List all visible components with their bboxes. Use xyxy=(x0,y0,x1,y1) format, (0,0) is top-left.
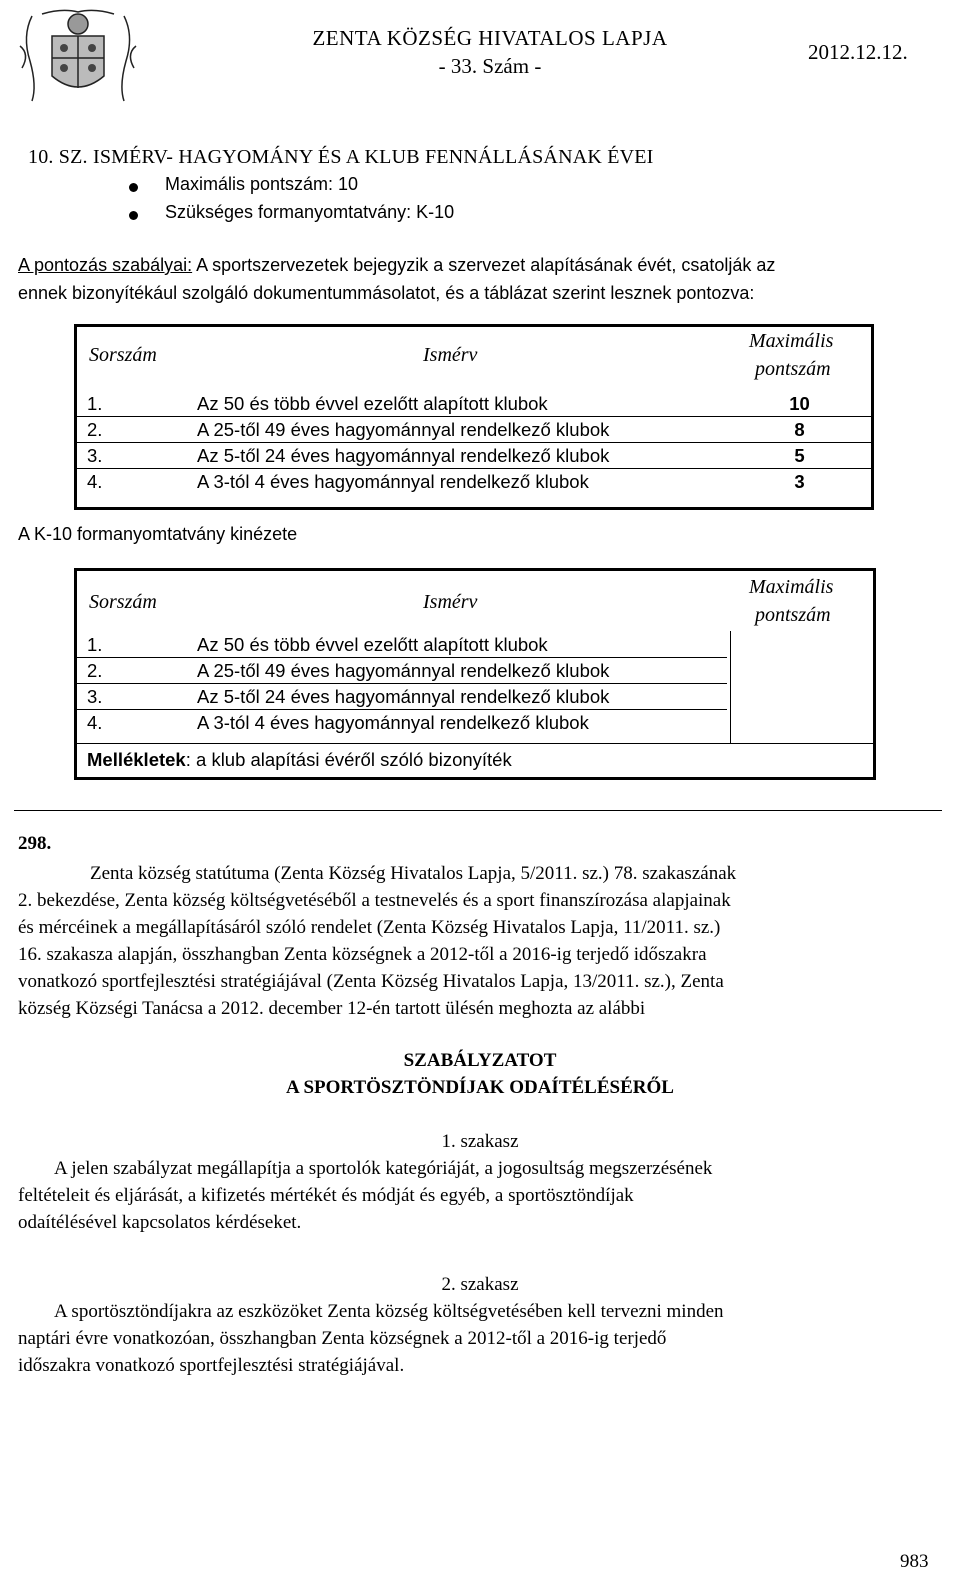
table-row xyxy=(77,393,871,418)
table-row xyxy=(77,686,727,711)
issue-number: - 33. Szám - xyxy=(438,54,542,78)
header-sorszam: Sorszám xyxy=(89,591,157,613)
article-line: feltételeit és eljárását, a kifizetés mértékét és módját és egyéb, a sportösztöndíjak xyxy=(18,1185,634,1206)
scoring-rules-text-1: A sportszervezetek bejegyzik a szervezet alapításának évét, csatolják az xyxy=(192,255,776,275)
table-row xyxy=(77,471,871,496)
row-number: 4. xyxy=(87,471,103,492)
header-sorszam: Sorszám xyxy=(89,344,157,366)
row-number: 1. xyxy=(87,634,103,655)
table-row xyxy=(77,712,727,737)
article-line: A sportösztöndíjakra az eszközöket Zenta község költségvetésében kell tervezni minden xyxy=(54,1301,724,1322)
article-2-body xyxy=(18,1298,940,1379)
article-1-body xyxy=(18,1155,940,1236)
row-number: 3. xyxy=(87,445,103,466)
row-criterion: A 3-tól 4 éves hagyománnyal rendelkező klubok xyxy=(197,712,589,733)
row-number: 3. xyxy=(87,686,103,707)
resolution-number: 298. xyxy=(18,833,52,854)
section-number: 10. SZ. xyxy=(28,146,93,168)
row-points: 10 xyxy=(789,393,810,414)
row-number: 4. xyxy=(87,712,103,733)
scoring-table xyxy=(74,324,874,510)
table-row xyxy=(77,634,727,659)
article-line: időszakra vonatkozó sportfejlesztési stratégiájával. xyxy=(18,1355,405,1376)
row-points: 8 xyxy=(794,419,805,440)
page-number: 983 xyxy=(900,1551,929,1572)
intro-line: Zenta község statútuma (Zenta Község Hivatalos Lapja, 5/2011. sz.) 78. szakaszának xyxy=(90,863,737,884)
header-max-1: Maximális xyxy=(749,330,834,352)
bullet-required-form: Szükséges formanyomtatvány: K-10 xyxy=(165,202,454,230)
row-number: 1. xyxy=(87,393,103,414)
table-row xyxy=(77,419,871,444)
table-row xyxy=(77,660,727,685)
form-k10-table xyxy=(74,568,876,780)
article-line: naptári évre vonatkozóan, összhangban Zenta községnek a 2012-től a 2016-ig terjedő xyxy=(18,1328,667,1349)
document-title-2: A SPORTÖSZTÖNDÍJAK ODAÍTÉLÉSÉRŐL xyxy=(286,1077,674,1098)
header-ismerv: Ismérv xyxy=(423,344,478,366)
scoring-rules xyxy=(18,251,943,307)
row-criterion: A 25-től 49 éves hagyománnyal rendelkező klubok xyxy=(197,660,610,681)
form-caption: A K-10 formanyomtatvány kinézete xyxy=(18,524,298,544)
header-max-2: pontszám xyxy=(755,604,831,626)
row-criterion: Az 50 és több évvel ezelőtt alapított klubok xyxy=(197,634,548,655)
row-criterion: Az 5-től 24 éves hagyománnyal rendelkező klubok xyxy=(197,445,610,466)
bullet-max-points: Maximális pontszám: 10 xyxy=(165,174,454,202)
coat-of-arms-logo xyxy=(12,6,144,104)
row-number: 2. xyxy=(87,660,103,681)
resolution-intro xyxy=(18,860,940,1022)
attachments-label: Mellékletek xyxy=(87,749,186,770)
section-heading xyxy=(28,146,654,169)
scoring-rules-text-2: ennek bizonyítékául szolgáló dokumentummásolatot, és a táblázat szerint lesznek pontozva: xyxy=(18,283,755,303)
intro-line: 16. szakasza alapján, összhangban Zenta községnek a 2012-től a 2016-ig terjedő időszakra xyxy=(18,944,707,965)
row-criterion: A 3-tól 4 éves hagyománnyal rendelkező klubok xyxy=(197,471,589,492)
article-line: A jelen szabályzat megállapítja a sportolók kategóriáját, a jogosultság megszerzésének xyxy=(54,1158,713,1179)
header-max-2: pontszám xyxy=(755,358,831,380)
section-divider xyxy=(14,810,942,811)
article-line: odaítélésével kapcsolatos kérdéseket. xyxy=(18,1212,302,1233)
attachments-text: : a klub alapítási évéről szóló bizonyíték xyxy=(185,749,512,770)
intro-line: község Községi Tanácsa a 2012. december 12-én tartott ülésén meghozta az alábbi xyxy=(18,998,646,1019)
row-points: 5 xyxy=(794,445,805,466)
row-criterion: Az 5-től 24 éves hagyománnyal rendelkező klubok xyxy=(197,686,610,707)
bullet-list xyxy=(165,174,454,230)
table-row xyxy=(77,445,871,470)
row-criterion: A 25-től 49 éves hagyománnyal rendelkező klubok xyxy=(197,419,610,440)
issue-date: 2012.12.12. xyxy=(808,40,908,64)
intro-line: vonatkozó sportfejlesztési stratégiájával (Zenta Község Hivatalos Lapja, 13/2011. sz.), Zenta xyxy=(18,971,724,992)
article-2-heading: 2. szakasz xyxy=(441,1274,519,1295)
section-title: ISMÉRV- HAGYOMÁNY ÉS A KLUB FENNÁLLÁSÁNAK ÉVEI xyxy=(92,146,654,168)
intro-line: és mércéinek a megállapításáról szóló rendelet (Zenta Község Hivatalos Lapja, 11/2011. sz.) xyxy=(18,917,721,938)
scoring-rules-label: A pontozás szabályai: xyxy=(18,255,193,275)
header-ismerv: Ismérv xyxy=(423,591,478,613)
document-title-1: SZABÁLYZATOT xyxy=(403,1050,557,1071)
gazette-title: ZENTA KÖZSÉG HIVATALOS LAPJA xyxy=(312,26,668,50)
attachments-row xyxy=(77,749,871,774)
intro-line: 2. bekezdése, Zenta község költségvetéséből a testnevelés és a sport finanszírozása alapjainak xyxy=(18,890,731,911)
header-max-1: Maximális xyxy=(749,576,834,598)
article-1-heading: 1. szakasz xyxy=(441,1131,519,1152)
row-points: 3 xyxy=(794,471,805,492)
row-criterion: Az 50 és több évvel ezelőtt alapított klubok xyxy=(197,393,548,414)
row-number: 2. xyxy=(87,419,103,440)
